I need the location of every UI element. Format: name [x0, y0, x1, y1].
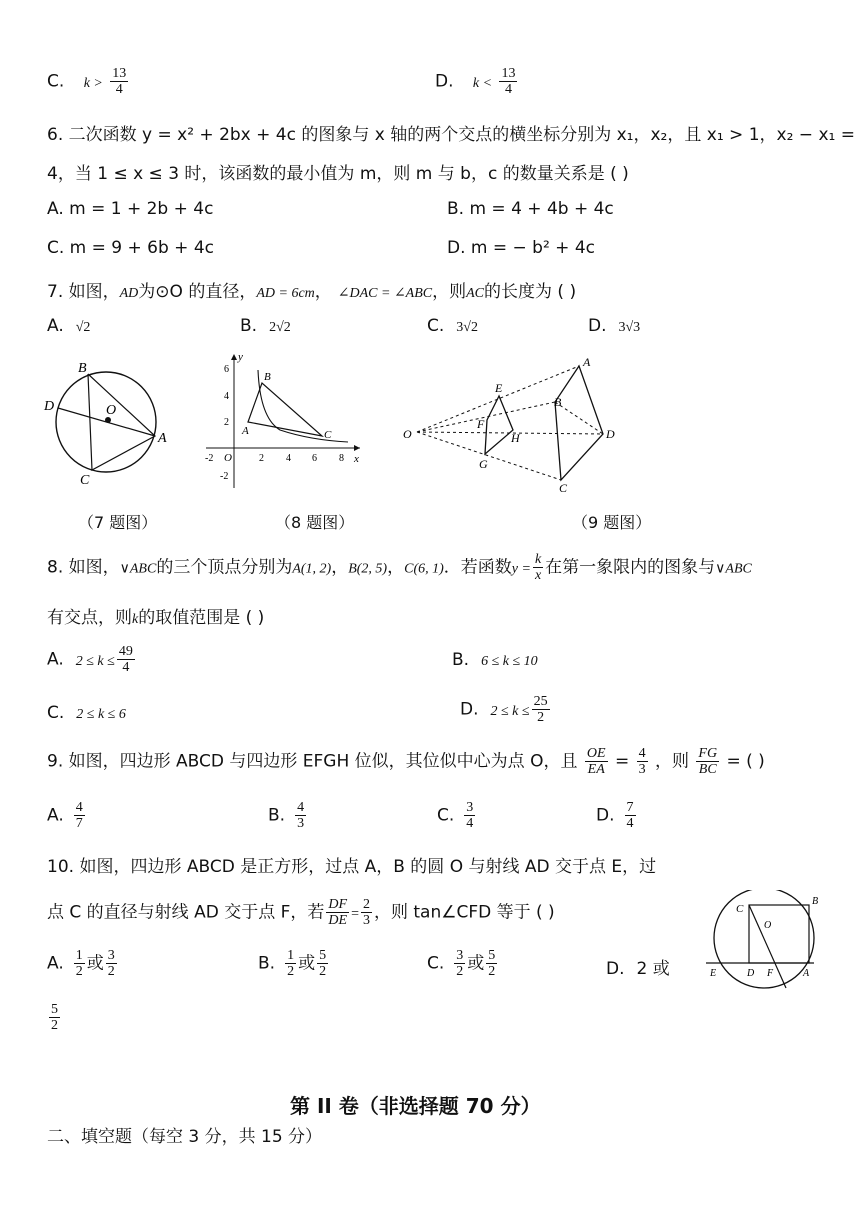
figure-9-caption: （9 题图）: [572, 513, 652, 532]
q9-option-d[interactable]: D. $\frac{7}{4}$: [596, 800, 634, 831]
figure-10-square-circle-diagram: [704, 890, 829, 990]
q10-option-b[interactable]: B. $\frac{1}{2}$ 或 $\frac{5}{2}$: [258, 948, 327, 979]
q10-stem-line2: 点 C 的直径与射线 AD 交于点 F，若 $\frac{DF}{DE}$ = $\frac{2}{3}$ ，则 tan∠CFD 等于 ( ): [47, 897, 555, 928]
svg-text:F: F: [477, 417, 485, 431]
svg-text:8: 8: [339, 453, 344, 464]
q10-option-c[interactable]: C. $\frac{3}{2}$ 或 $\frac{5}{2}$: [427, 948, 496, 979]
q10-option-d[interactable]: D. 2 或: [606, 959, 670, 979]
svg-text:-2: -2: [205, 453, 214, 464]
svg-text:-2: -2: [220, 471, 229, 482]
q9-option-c[interactable]: C. $\frac{3}{4}$: [437, 800, 474, 831]
figure-7-caption: （7 题图）: [78, 513, 158, 532]
svg-text:6: 6: [224, 364, 229, 375]
q10-option-d-fraction: $\frac{5}{2}$: [51, 1002, 58, 1033]
svg-text:B: B: [78, 361, 87, 376]
svg-text:y: y: [238, 351, 243, 363]
svg-text:B: B: [264, 371, 271, 383]
figure-9-homothety-diagram: [395, 350, 635, 495]
svg-text:E: E: [495, 381, 503, 395]
figure-8-caption: （8 题图）: [275, 513, 355, 532]
q8-option-c[interactable]: C. 2 ≤ k ≤ 6: [47, 703, 126, 723]
q9-stem: 9. 如图，四边形 ABCD 与四边形 EFGH 位似，其位似中心为点 O，且 $\frac{OE}{EA}$ = $\frac{4}{3}$ ，则 $\frac{FG}{BC}$ = ( ): [47, 746, 765, 777]
svg-text:A: A: [803, 968, 810, 979]
svg-text:D: D: [747, 968, 755, 979]
q6-stem-line2: 4，当 1 ≤ x ≤ 3 时，该函数的最小值为 m，则 m 与 b，c 的数量关系是 ( ): [47, 164, 629, 184]
q6-option-b[interactable]: B. m = 4 + 4b + 4c: [447, 199, 614, 219]
svg-text:C: C: [80, 473, 90, 488]
svg-text:O: O: [764, 920, 772, 931]
q7-option-a[interactable]: A. √2: [47, 316, 91, 336]
section-2-title: 第 II 卷（非选择题 70 分）: [290, 1094, 541, 1118]
svg-text:E: E: [710, 968, 717, 979]
q8-option-b[interactable]: B. 6 ≤ k ≤ 10: [452, 650, 538, 670]
q5-option-c[interactable]: C. k > $\frac{13}{4}$: [47, 66, 127, 97]
svg-text:B: B: [812, 896, 819, 907]
q9-option-a[interactable]: A. $\frac{4}{7}$: [47, 800, 83, 831]
q6-option-c[interactable]: C. m = 9 + 6b + 4c: [47, 238, 214, 258]
svg-text:D: D: [606, 427, 615, 441]
svg-text:x: x: [354, 453, 359, 465]
q8-option-d[interactable]: D. 2 ≤ k ≤ $\frac{25}{2}$: [460, 694, 548, 725]
q7-option-d[interactable]: D. 3√3: [588, 316, 641, 336]
svg-text:2: 2: [224, 417, 229, 428]
svg-text:G: G: [479, 457, 488, 471]
svg-text:A: A: [158, 431, 167, 446]
svg-text:O: O: [106, 403, 117, 418]
q8-option-a[interactable]: A. 2 ≤ k ≤ $\frac{49}{4}$: [47, 644, 133, 675]
q7-stem: 7. 如图，AD为⊙O 的直径，AD = 6cm， ∠DAC = ∠ABC，则AC的长度为 ( ): [47, 282, 577, 302]
svg-text:4: 4: [286, 453, 291, 464]
svg-text:2: 2: [259, 453, 264, 464]
q5-option-d[interactable]: D. k < $\frac{13}{4}$: [435, 66, 516, 97]
svg-text:C: C: [324, 429, 332, 441]
q7-option-b[interactable]: B. 2√2: [240, 316, 291, 336]
svg-text:O: O: [224, 452, 232, 464]
svg-text:D: D: [44, 399, 55, 414]
svg-text:C: C: [736, 903, 744, 915]
svg-text:6: 6: [312, 453, 317, 464]
svg-text:4: 4: [224, 391, 229, 402]
svg-text:A: A: [583, 355, 591, 369]
q8-stem-line2: 有交点，则k的取值范围是 ( ): [47, 608, 265, 628]
svg-text:O: O: [403, 427, 412, 441]
q10-option-a[interactable]: A. $\frac{1}{2}$ 或 $\frac{3}{2}$: [47, 948, 115, 979]
q6-option-a[interactable]: A. m = 1 + 2b + 4c: [47, 199, 214, 219]
svg-text:H: H: [511, 431, 520, 445]
q6-stem-line1: 6. 二次函数 y = x² + 2bx + 4c 的图象与 x 轴的两个交点的横坐标分别为 x₁，x₂，且 x₁ > 1，x₂ − x₁ =: [47, 125, 855, 145]
svg-text:C: C: [559, 481, 568, 495]
q10-stem-line1: 10. 如图，四边形 ABCD 是正方形，过点 A，B 的圆 O 与射线 AD 交于点 E，过: [47, 857, 657, 877]
fraction: $\frac{13}{4}$: [501, 66, 516, 97]
q6-option-d[interactable]: D. m = − b² + 4c: [447, 238, 595, 258]
figure-7-circle-diagram: [40, 350, 170, 490]
q7-option-c[interactable]: C. 3√2: [427, 316, 478, 336]
fraction: $\frac{13}{4}$: [112, 66, 127, 97]
figure-8-coordinate-graph: [200, 348, 370, 498]
q9-option-b[interactable]: B. $\frac{4}{3}$: [268, 800, 305, 831]
svg-text:F: F: [767, 968, 774, 979]
svg-text:B: B: [554, 395, 562, 409]
svg-text:A: A: [242, 425, 249, 437]
q8-stem-line1: 8. 如图，∨ABC的三个顶点分别为A(1, 2)，B(2, 5)，C(6, 1)．若函数y = $\frac{k}{x}$ 在第一象限内的图象与∨ABC: [47, 552, 752, 583]
section-2-subtitle: 二、填空题（每空 3 分，共 15 分）: [47, 1127, 323, 1147]
